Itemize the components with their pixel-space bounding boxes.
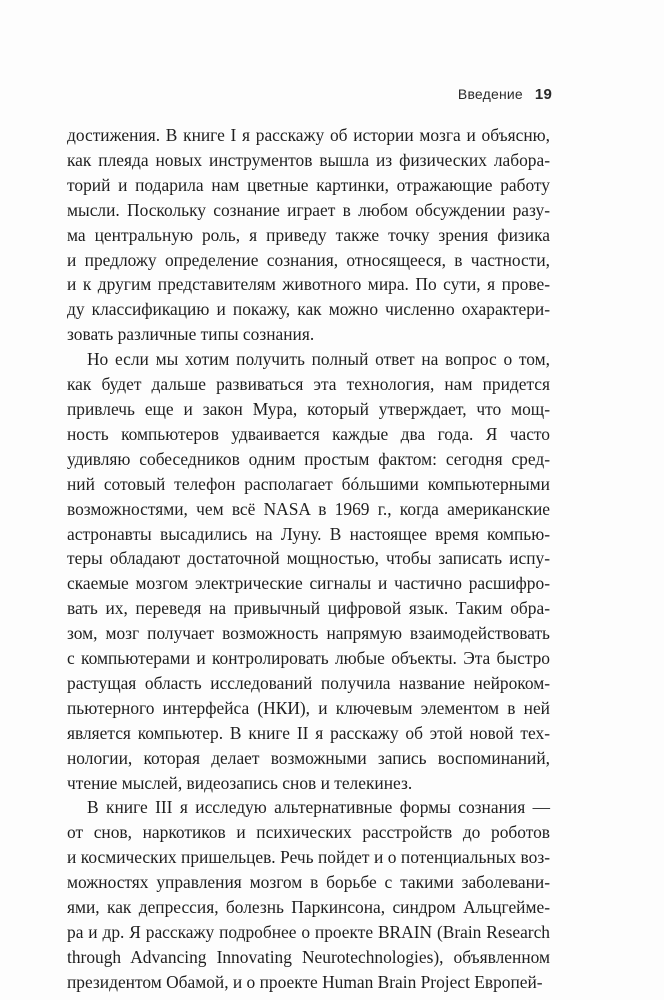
text-line: нологии, которая делает возможными запись воспоминаний, bbox=[67, 747, 550, 768]
text-line: привлечь еще и закон Мура, который утверждает, что мощ- bbox=[67, 398, 550, 419]
text-line: является компьютер. В книге II я расскажу об этой новой тех- bbox=[67, 722, 550, 743]
page-number: 19 bbox=[534, 86, 552, 103]
text-line: ма центральную роль, я приведу также точку зрения физика bbox=[67, 224, 550, 245]
text-line: и предложу определение сознания, относящееся, в частности, bbox=[67, 249, 550, 270]
running-head-section: Введение bbox=[457, 86, 523, 102]
text-line: от снов, наркотиков и психических расстройств до роботов bbox=[67, 822, 550, 843]
text-line: ний сотовый телефон располагает бóльшими компьютерными bbox=[67, 473, 550, 494]
paragraph bbox=[67, 795, 550, 994]
text-line: и космических пришельцев. Речь пойдет и о потенциальных воз- bbox=[67, 847, 550, 868]
text-line: теры обладают достаточной мощностью, чтобы записать испу- bbox=[67, 548, 550, 569]
text-line: ду классификацию и покажу, как можно численно охарактери- bbox=[67, 299, 550, 320]
text-line: достижения. В книге I я расскажу об истории мозга и объясню, bbox=[67, 125, 550, 145]
text-line: торий и подарила нам цветные картинки, отражающие работу bbox=[67, 174, 550, 195]
text-line: through Advancing Innovating Neurotechnologies), объявленном bbox=[67, 946, 550, 967]
text-line: вать их, переведя на привычный цифровой язык. Таким обра- bbox=[67, 598, 550, 619]
text-line: Но если мы хотим получить полный ответ на вопрос о том, bbox=[87, 349, 550, 370]
text-line: растущая область исследований получила название нейроком- bbox=[67, 672, 550, 693]
text-line: возможностями, чем всё NASA в 1969 г., когда американские bbox=[67, 498, 550, 519]
text-line: пьютерного интерфейса (НКИ), и ключевым элементом в ней bbox=[67, 697, 550, 718]
text-line: зовать различные типы сознания. bbox=[67, 324, 315, 345]
text-line: как плеяда новых инструментов вышла из физических лабора- bbox=[67, 149, 550, 170]
body-text bbox=[67, 123, 550, 995]
text-line: как будет дальше развиваться эта технология, нам придется bbox=[67, 374, 550, 395]
text-line: ность компьютеров удваивается каждые два года. Я часто bbox=[67, 423, 550, 444]
text-line: В книге III я исследую альтернативные формы сознания — bbox=[87, 797, 550, 818]
running-head bbox=[458, 86, 552, 103]
text-line: зом, мозг получает возможность напрямую взаимодействовать bbox=[67, 623, 550, 644]
text-line: мысли. Поскольку сознание играет в любом обсуждении разу- bbox=[67, 199, 550, 220]
text-line: ра и др. Я расскажу подробнее о проекте BRAIN (Brain Research bbox=[67, 922, 550, 942]
text-line: с компьютерами и контролировать любые объекты. Эта быстро bbox=[67, 648, 550, 669]
text-line: ями, как депрессия, болезнь Паркинсона, синдром Альцгейме- bbox=[67, 897, 550, 918]
text-line: астронавты высадились на Луну. В настоящее время компью- bbox=[67, 523, 550, 544]
paragraph bbox=[67, 347, 550, 795]
text-line: удивляю собеседников одним простым фактом: сегодня сред- bbox=[67, 448, 550, 469]
text-line: скаемые мозгом электрические сигналы и частично расшифро- bbox=[67, 573, 550, 594]
text-line: президентом Обамой, и о проекте Human Brain Project Европей- bbox=[67, 971, 543, 992]
text-line: и к другим представителям животного мира. По сути, я прове- bbox=[67, 274, 550, 295]
paragraph bbox=[67, 123, 550, 347]
text-line: можностях управления мозгом в борьбе с такими заболевани- bbox=[67, 872, 550, 893]
text-line: чтение мыслей, видеозапись снов и телекинез. bbox=[67, 772, 413, 793]
